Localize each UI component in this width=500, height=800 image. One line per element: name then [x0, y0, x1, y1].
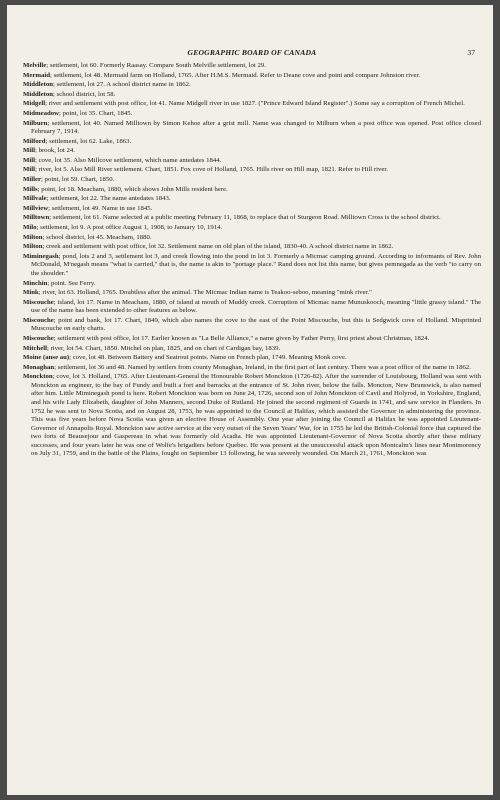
- gazetteer-entry: [23, 176, 481, 185]
- entry-name: Mermaid: [23, 71, 50, 79]
- entry-name: Midmeadow: [23, 109, 59, 117]
- running-title: GEOGRAPHIC BOARD OF CANADA: [187, 48, 317, 57]
- entry-text: ; cove, lot 3. Holland, 1765. After Lieutenant-General the Honourable Robert Monckton (1726-82). After the surrender of Louisbourg, Holland was sent with Monckton as engineer, to the bay of Fundy and built a fort and barracks at the entrance of St. John river, below the falls. Moncton, New Brunswick, is also named after him. Little Miminegash pond is here. Robert Monckton was born on June 24, 1726, second son of John Monckton of Cavil and Holyrod, in Yorkshire, England, and his wife Lady Elizabeth, daughter of John Manners, second Duke of Rutland. He joined the second regiment of Guards in 1741, and saw service in Flanders. In 1752 he was sent to Nova Scotia, and on August 28, 1753, he was appointed to the Council at Halifax, which assisted the Governor in administering the province. This was five years before Nova Scotia was given an elective House of Assembly. One year after joining the Council at Halifax he was appointed Lieutenant-Governor of Annapolis Royal. Monckton saw active service at the very outset of the Seven Years' War, for in 1755 he led the British-Colonial force that captured the two forts of Beausejour and Gaspereau in what was formerly old Acadia. He was appointed Lieutenant-Governor of Nova Scotia shortly after these military successes, and four years later he was one of Wolfe's brigadiers before Quebec. He was present at the unsuccessful attack upon Montcalm's lines near Montmorency on July 31, 1759, and in the battle of the Plains, fought on September 13 following, he was severely wounded. On March 21, 1761, Monckton was: [31, 373, 481, 458]
- gazetteer-entries: [23, 62, 481, 459]
- entry-text: ; island, lot 17. Name in Meacham, 1880, of island at mouth of Muddy creek. Corruption of Micmac name Munuskooch, meaning "little grassy island." The use of the name has been extended to other features as below.: [31, 298, 481, 315]
- entry-name: Mink: [23, 289, 39, 297]
- entry-text: ; school district, lot 58.: [53, 90, 116, 98]
- entry-text: ; settlement, lot 60. Formerly Raasay. Compare South Melville settlement, lot 29.: [46, 62, 266, 69]
- gazetteer-entry: [23, 289, 481, 298]
- document-page: [7, 5, 493, 795]
- entry-text: ; point and bank, lot 17. Chart, 1849, which also names the cove to the east of the Point Miscouche, but this is Sedgwick cove of Holland. Misprinted Muscouche on early charts.: [31, 316, 481, 333]
- entry-text: ; settlement, lot 27. A school district name in 1862.: [53, 81, 191, 89]
- gazetteer-entry: [23, 280, 481, 289]
- entry-name: Milton: [23, 233, 43, 241]
- entry-name: Mill: [23, 156, 35, 164]
- entry-name: Miller: [23, 176, 41, 184]
- entry-name: Monaghan: [23, 363, 55, 371]
- entry-text: ; settlement, lot 40. Named Milltown by Simon Kehoe after a grist mill. Name was changed to Milburn when a post office was opened. Post office closed February 7, 1914.: [31, 119, 481, 136]
- entry-text: ; settlement, lot 49. Name in use 1845.: [48, 204, 153, 212]
- gazetteer-entry: [23, 253, 481, 279]
- entry-name: Minchin: [23, 279, 48, 287]
- entry-name: Miminegash: [23, 252, 59, 260]
- gazetteer-entry: [23, 147, 481, 156]
- entry-name: Midgell: [23, 100, 46, 108]
- gazetteer-entry: [23, 91, 481, 100]
- gazetteer-entry: [23, 345, 481, 354]
- entry-name: Moine (anse au): [23, 354, 70, 362]
- gazetteer-entry: [23, 72, 481, 81]
- entry-text: ; pond, lots 2 and 3, settlement lot 3, and creek flowing into the pond in lot 3. Formerly a Micmac camping ground. According to informants of Rev. John McDonald, M'negash means "what is carried," that is, the name is akin to "portage place." Rand does not list this name, but gives pemnegada as the verb "to carry on the shoulder.": [31, 252, 481, 277]
- entry-text: ; point. See Ferry.: [47, 279, 96, 287]
- entry-name: Milford: [23, 137, 46, 145]
- gazetteer-entry: [23, 110, 481, 119]
- gazetteer-entry: [23, 364, 481, 373]
- gazetteer-entry: [23, 81, 481, 90]
- entry-name: Milo: [23, 224, 37, 232]
- entry-text: ; settlement, lot 62. Lake, 1863.: [45, 137, 132, 145]
- gazetteer-entry: [23, 224, 481, 233]
- entry-text: ; settlement, lot 48. Mermaid farm on Holland, 1765. After H.M.S. Mermaid. Refer to Deane cove and point and compare Johnston river.: [50, 71, 421, 79]
- entry-name: Monckton: [23, 373, 53, 381]
- gazetteer-entry: [23, 335, 481, 344]
- entry-name: Millvale: [23, 195, 47, 203]
- gazetteer-entry: [23, 354, 481, 363]
- entry-text: ; point, lot 18. Meacham, 1880, which shows John Mills resident here.: [37, 185, 228, 193]
- entry-text: ; settlement, lot 22. The name antedates 1843.: [46, 195, 171, 203]
- gazetteer-entry: [23, 195, 481, 204]
- gazetteer-entry: [23, 205, 481, 214]
- entry-name: Mill: [23, 147, 35, 155]
- gazetteer-entry: [23, 166, 481, 175]
- entry-name: Miscouche: [23, 316, 54, 324]
- gazetteer-entry: [23, 234, 481, 243]
- entry-name: Middleton: [23, 81, 54, 89]
- entry-name: Mitchell: [23, 344, 47, 352]
- entry-text: ; river, lot 63. Holland, 1765. Doubtless after the animal. The Micmac Indian name is Teakoo-seboo, meaning "mink river.": [38, 289, 372, 297]
- entry-text: ; school district, lot 45. Meacham, 1880.: [42, 233, 152, 241]
- entry-name: Miscouche: [23, 298, 54, 306]
- entry-text: ; river and settlement with post office, lot 41. Name Midgell river in use 1827. ("Prince Edward Island Register".) Some say a corruption of French Michel.: [45, 100, 465, 108]
- entry-text: ; cove, lot 48. Between Battery and Seatrout points. Name on French plan, 1749. Meaning Monk cove.: [69, 354, 347, 362]
- gazetteer-entry: [23, 100, 481, 109]
- entry-text: ; cove, lot 35. Also Millcove settlement, which name antedates 1844.: [35, 156, 222, 164]
- entry-text: ; point, lot 59. Chart, 1850.: [41, 176, 115, 184]
- entry-name: Middleton: [23, 90, 54, 98]
- entry-text: ; point, lot 35. Chart, 1845.: [59, 109, 133, 117]
- gazetteer-entry: [23, 138, 481, 147]
- entry-name: Mills: [23, 185, 38, 193]
- gazetteer-entry: [23, 243, 481, 252]
- gazetteer-entry: [23, 214, 481, 223]
- gazetteer-entry: [23, 62, 481, 71]
- entry-text: ; brook, lot 24.: [35, 147, 75, 155]
- entry-name: Miscouche: [23, 334, 54, 342]
- entry-text: ; creek and settlement with post office, lot 32. Settlement name on old plan of the island, 1830-40. A school district name in 1862.: [42, 243, 394, 251]
- entry-text: ; settlement, lot 9. A post office August 1, 1908, to January 10, 1914.: [36, 224, 223, 232]
- gazetteer-entry: [23, 120, 481, 137]
- gazetteer-entry: [23, 317, 481, 334]
- entry-text: ; river, lot 54. Chart, 1850. Mitchel on plan, 1825, and on chart of Cardigan bay, 1839.: [47, 344, 281, 352]
- page-number: 37: [467, 48, 475, 57]
- entry-name: Milton: [23, 243, 43, 251]
- gazetteer-entry: [23, 186, 481, 195]
- entry-name: Mill: [23, 166, 35, 174]
- entry-text: ; settlement with post office, lot 17. Earlier known as "La Belle Alliance," a name given by Father Perry, first priest about Christmas, 1824.: [53, 334, 430, 342]
- entry-text: ; river, lot 5. Also Mill River settlement. Chart, 1851. Fox cove of Holland, 1765. Hills river on Hill map, 1821. Refer to Hill river.: [35, 166, 388, 174]
- gazetteer-entry: [23, 157, 481, 166]
- entry-text: ; settlement, lot 61. Name selected at a public meeting February 11, 1868, to replace that of Sturgeon Road. Milltown Cross is the school district.: [49, 214, 441, 222]
- entry-name: Milburn: [23, 119, 48, 127]
- entry-name: Milltown: [23, 214, 50, 222]
- entry-name: Millview: [23, 204, 49, 212]
- entry-name: Melville: [23, 62, 47, 69]
- gazetteer-entry: [23, 373, 481, 458]
- page-header: [23, 16, 481, 57]
- entry-text: ; settlement, lot 36 and 48. Named by settlers from county Monaghan, Ireland, in the first part of last century. There was a post office of the name in 1862.: [54, 363, 471, 371]
- gazetteer-entry: [23, 299, 481, 316]
